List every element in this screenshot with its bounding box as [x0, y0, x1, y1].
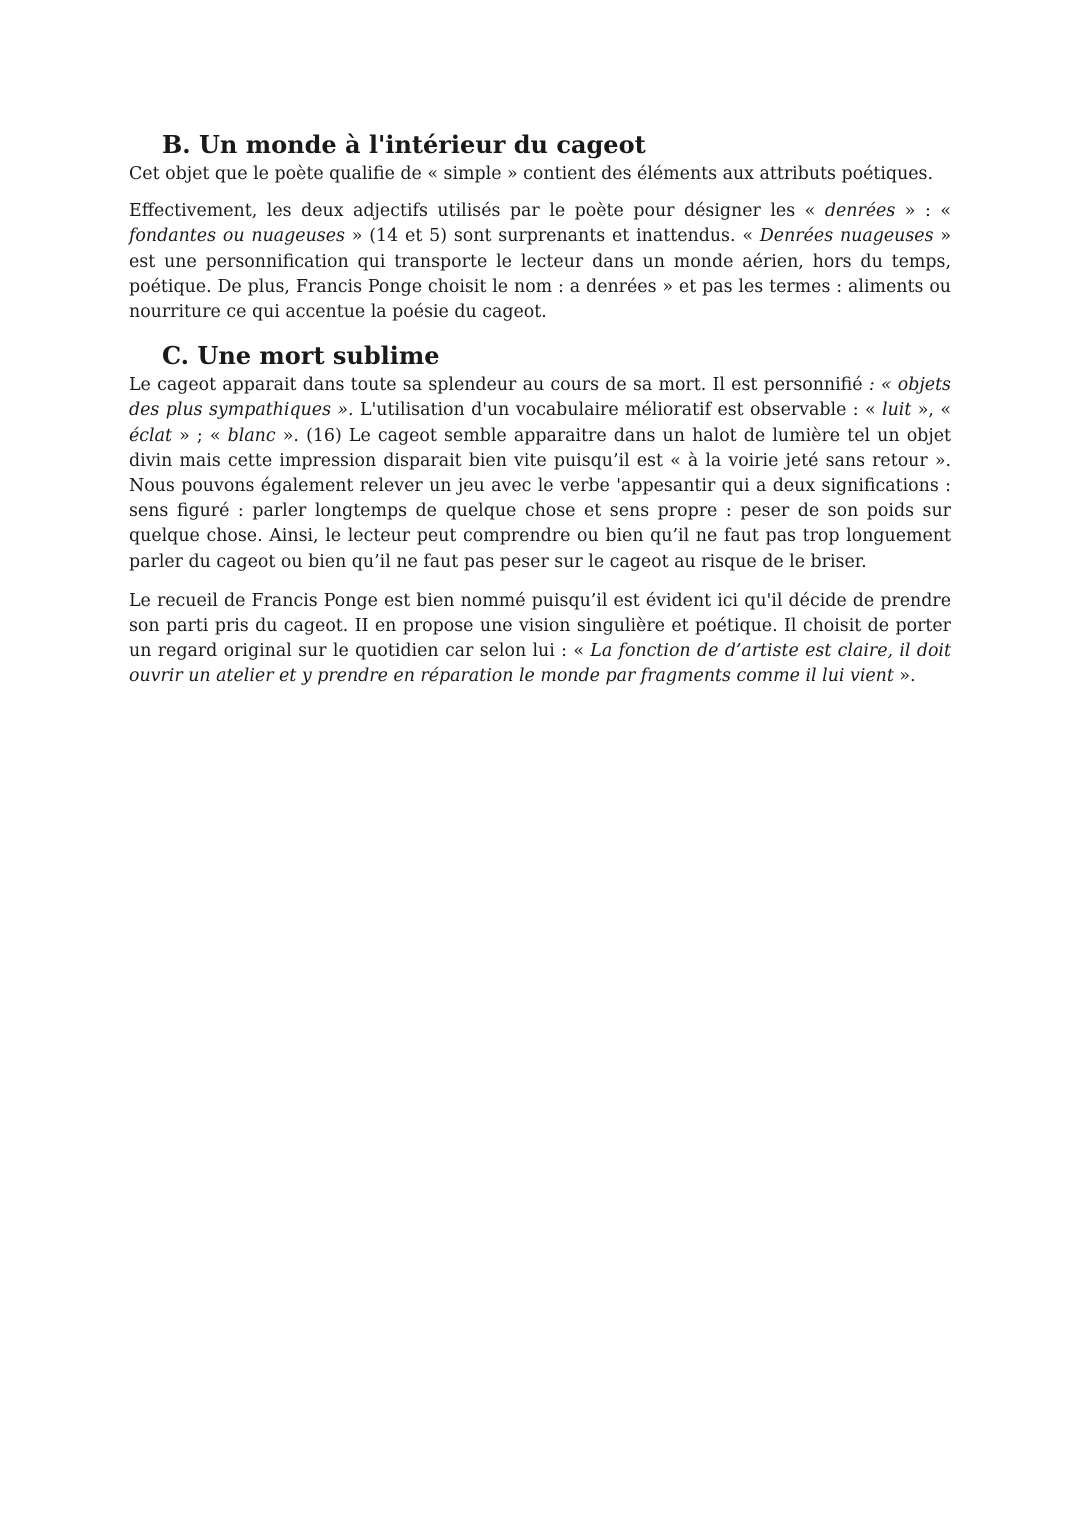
paragraph-b2: [129, 199, 951, 325]
text-run: ».: [893, 666, 916, 687]
text-run: Le recueil de Francis Ponge est bien nommé puisqu’il est évident ici qu'il décide de prendre son parti pris du cageot. II en propose une vision singulière et poétique. Il choisit de porter un regard original sur le quotidien car selon lui : «: [129, 590, 951, 662]
text-run: » (14 et 5) sont surprenants et inattendus. «: [344, 226, 760, 247]
quote-italic: luit: [882, 400, 912, 421]
paragraph-c1: [129, 373, 951, 575]
text-run: Le cageot apparait dans toute sa splendeur au cours de sa mort. Il est personnifié: [129, 375, 869, 396]
quote-italic: blanc: [227, 425, 276, 446]
paragraph-c2: [129, 589, 951, 690]
text-run: » : «: [895, 201, 951, 222]
text-run: L'utilisation d'un vocabulaire mélioratif est observable : «: [353, 400, 883, 421]
quote-italic: fondantes ou nuageuses: [129, 226, 345, 247]
text-run: ». (16) Le cageot semble apparaitre dans un halot de lumière tel un objet divin mais cette impression disparait bien vite puisqu’il est « à la voirie jeté sans retour ». Nous pouvons également relever un jeu avec le verbe 'appesantir qui a deux significations : sens figuré : parler longtemps de quelque chose et sens propre : peser de son poids sur quelque chose. Ainsi, le lecteur peut comprendre ou bien qu’il ne faut pas trop longuement parler du cageot ou bien qu’il ne faut pas peser sur le cageot au risque de le briser.: [129, 425, 951, 572]
quote-italic: denrées: [824, 201, 896, 222]
heading-section-c: C. Une mort sublime: [162, 341, 440, 371]
document-content: [129, 128, 951, 704]
quote-italic: La fonction de d’artiste est claire, il doit ouvrir un atelier et y prendre en réparation le monde par fragments comme il lui vient: [129, 641, 951, 687]
quote-italic: Denrées nuageuses: [759, 226, 934, 247]
quote-italic: éclat: [129, 425, 172, 446]
text-run: Effectivement, les deux adjectifs utilisés par le poète pour désigner les «: [129, 201, 825, 222]
heading-section-b: B. Un monde à l'intérieur du cageot: [162, 130, 646, 159]
text-run: », «: [911, 400, 951, 421]
paragraph-b1: Cet objet que le poète qualifie de « simple » contient des éléments aux attributs poétiques.: [129, 164, 934, 184]
quote-italic: : « objets des plus sympathiques ».: [129, 375, 951, 421]
text-run: » est une personnification qui transporte le lecteur dans un monde aérien, hors du temps, poétique. De plus, Francis Ponge choisit le nom : a denrées » et pas les termes : aliments ou nourriture ce qui accentue la poésie du cageot.: [129, 226, 951, 323]
text-run: » ; «: [171, 425, 228, 446]
